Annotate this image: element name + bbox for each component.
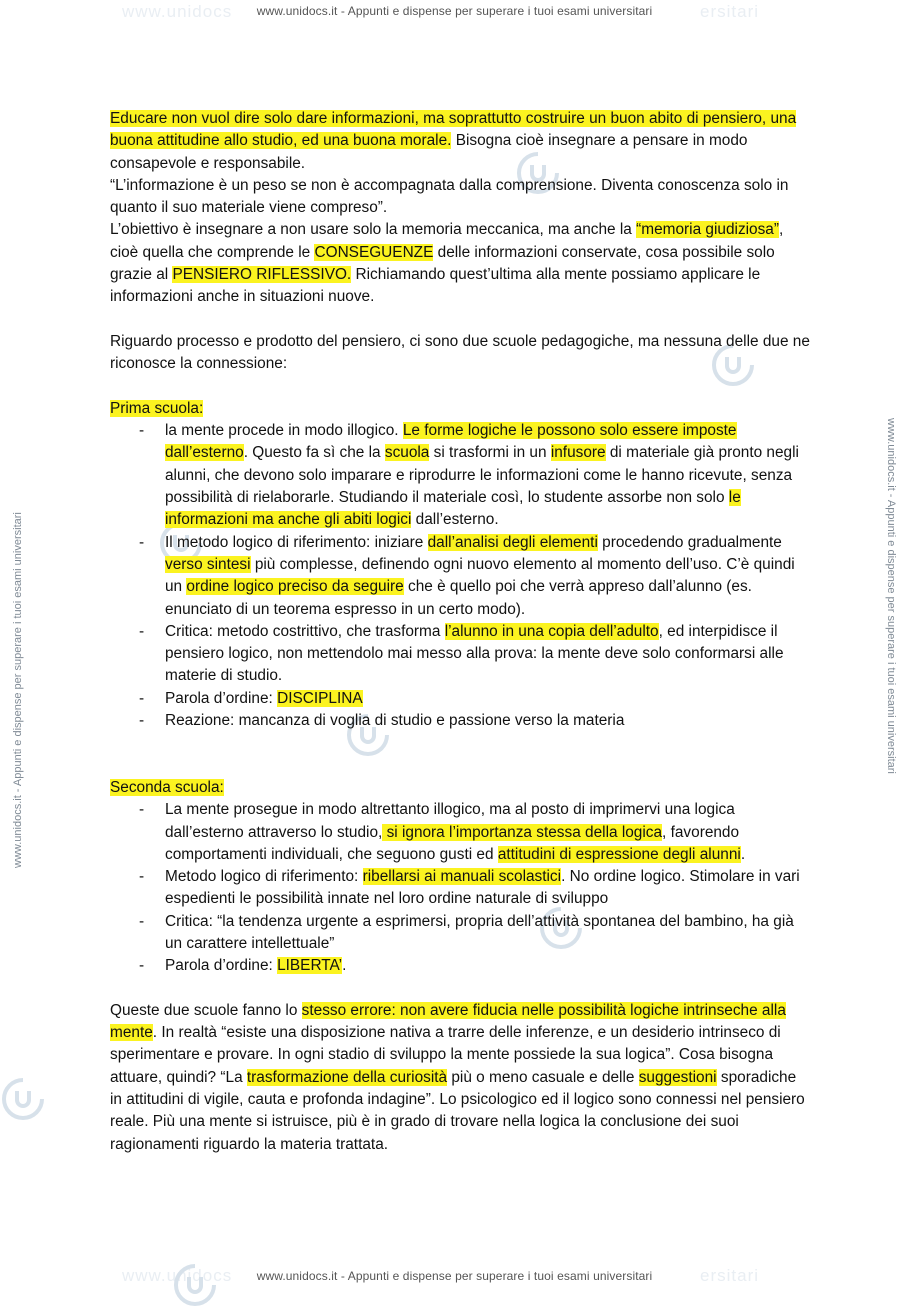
- text: , ed interpidisce il pensiero logico, non mettendolo mai messo alla prova: la mente deve solo conformarsi alle materie di studio.: [165, 622, 784, 685]
- list-item: [110, 420, 810, 531]
- text: procedendo gradualmente: [597, 533, 782, 551]
- list-item: [110, 688, 810, 710]
- first-school-list: [110, 420, 810, 732]
- highlight: trasformazione della curiosità: [246, 1068, 448, 1086]
- page-footer: www.unidocs.it - Appunti e dispense per superare i tuoi esami universitari: [256, 1269, 653, 1283]
- paragraph-schools-intro: Riguardo processo e prodotto del pensiero, ci sono due scuole pedagogiche, ma nessuna delle due ne riconosce la connessione:: [110, 332, 810, 373]
- highlight: DISCIPLINA: [277, 689, 363, 707]
- side-watermark-left: www.unidocs.it - Appunti e dispense per superare i tuoi esami universitari: [12, 512, 24, 868]
- highlight: verso sintesi: [165, 555, 251, 573]
- highlight: le informazioni ma anche gli abiti logici: [165, 489, 741, 529]
- highlight: PENSIERO RIFLESSIVO.: [172, 266, 352, 284]
- text: Metodo logico di riferimento:: [165, 868, 363, 886]
- text: Parola d’ordine:: [165, 957, 278, 975]
- paragraph-quote: “L’informazione è un peso se non è accompagnata dalla comprensione. Diventa conoscenza solo in quanto il suo materiale viene compreso”.: [110, 176, 789, 217]
- text: si trasformi in un: [429, 444, 551, 462]
- text: , favorendo comportamenti individuali, che seguono gusti ed: [165, 823, 740, 863]
- document-body: [110, 108, 810, 1156]
- text: dall’esterno.: [411, 511, 499, 529]
- text: , cioè quella che comprende le: [110, 221, 784, 261]
- unidocs-logo-icon: [0, 1076, 46, 1122]
- highlight: “memoria giudiziosa”: [636, 221, 779, 239]
- text: .: [740, 845, 746, 863]
- highlight: stesso errore: non avere fiducia nelle possibilità logiche intrinseche alla mente: [110, 1001, 786, 1042]
- text: Critica: metodo costrittivo, che trasforma: [165, 622, 445, 640]
- highlight: infusore: [550, 444, 606, 462]
- section-heading-second-school: [110, 777, 810, 799]
- text: Il metodo logico di riferimento: iniziare: [165, 533, 428, 551]
- section-heading-first-school: [110, 398, 810, 420]
- highlight: suggestioni: [638, 1068, 717, 1086]
- list-item: - Critica: “la tendenza urgente a esprimersi, propria dell’attività spontanea del bambino, ha già un carattere intellettuale”: [110, 911, 810, 956]
- paragraph-conclusion: [110, 1000, 810, 1156]
- paragraph-intro: [110, 108, 810, 175]
- watermark-faint-left: www.unidocs: [122, 2, 233, 21]
- text: delle informazioni conservate, cosa possibile solo grazie al: [110, 243, 775, 284]
- text: Queste due scuole fanno lo: [110, 1001, 302, 1019]
- watermark-faint-left-bottom: www.unidocs: [122, 1266, 233, 1285]
- highlight: ribellarsi ai manuali scolastici: [362, 868, 562, 886]
- list-item: [110, 955, 810, 977]
- text: La mente prosegue in modo altrettanto illogico, ma al posto di imprimervi una logica dall’esterno attraverso lo studio,: [165, 801, 735, 841]
- text: . No ordine logico. Stimolare in vari espedienti le possibilità innate nel loro ordine naturale di sviluppo: [165, 868, 800, 908]
- list-item: [110, 621, 810, 688]
- text: Bisogna cioè insegnare a pensare in modo consapevole e responsabile.: [110, 132, 748, 172]
- watermark-faint-right-bottom: ersitari: [700, 1266, 760, 1285]
- highlight: LIBERTA’: [277, 957, 343, 975]
- text: . In realtà “esiste una disposizione nativa a trarre delle inferenze, e un desiderio intrinseco di sperimentare e provare. In ogni stadio di sviluppo la mente possiede la sua logica”. Cosa bisogna attuare, quindi? “La: [110, 1024, 781, 1086]
- highlight: CONSEGUENZE: [314, 243, 434, 261]
- second-school-list: [110, 799, 810, 977]
- paragraph-memory: [110, 219, 810, 308]
- page-header: www.unidocs.it - Appunti e dispense per superare i tuoi esami universitari: [256, 4, 653, 18]
- text: più o meno casuale e delle: [447, 1068, 639, 1086]
- unidocs-logo-icon: [172, 1262, 218, 1308]
- highlight: ordine logico preciso da seguire: [186, 578, 404, 596]
- highlight: si ignora l’importanza stessa della logica: [382, 823, 663, 841]
- highlight: Seconda scuola:: [110, 778, 224, 796]
- text: . Questo fa sì che la: [243, 444, 385, 462]
- text: Parola d’ordine:: [165, 689, 278, 707]
- text: di materiale già pronto negli alunni, che devono solo imparare e riprodurre le informazioni come le hanno ricevute, senza possibilità di rielaborarle. Studiando il materiale così, lo studente assorbe non solo: [165, 444, 799, 507]
- highlight: l’alunno in una copia dell’adulto: [444, 622, 659, 640]
- text: che è quello poi che verrà appreso dall’alunno (es. enunciato di un teorema espresso in un certo modo).: [165, 578, 752, 618]
- list-item: [110, 532, 810, 621]
- text: .: [342, 957, 347, 975]
- highlight: Educare non vuol dire solo dare informazioni, ma soprattutto costruire un buon abito di pensiero, una buona attitudine allo studio, ed una buona morale.: [110, 110, 797, 150]
- highlight: scuola: [384, 444, 430, 462]
- highlight: dall’analisi degli elementi: [427, 533, 598, 551]
- list-item: [110, 799, 810, 866]
- list-item: [110, 866, 810, 911]
- watermark-faint-right: ersitari: [700, 2, 760, 21]
- text: Richiamando quest’ultima alla mente possiamo applicare le informazioni anche in situazioni nuove.: [110, 266, 761, 306]
- highlight: Le forme logiche le possono solo essere imposte dall’esterno: [165, 422, 737, 462]
- list-item: - Reazione: mancanza di voglia di studio e passione verso la materia: [110, 710, 810, 732]
- text: sporadiche in attitudini di vigile, cauta e profonda indagine”. Lo psicologico ed il logico sono connessi nel pensiero reale. Più una mente si istruisce, più è in grado di trovare nella logica la conclusione dei suoi ragionamenti riguardo la materia trattata.: [110, 1068, 805, 1153]
- text: più complesse, definendo ogni nuovo elemento al momento dell’uso. C’è quindi un: [165, 555, 795, 596]
- text: L’obiettivo è insegnare a non usare solo la memoria meccanica, ma anche la: [110, 221, 637, 239]
- highlight: Prima scuola:: [110, 399, 204, 417]
- highlight: attitudini di espressione degli alunni: [497, 845, 741, 863]
- side-watermark-right: www.unidocs.it - Appunti e dispense per superare i tuoi esami universitari: [885, 418, 897, 774]
- text: la mente procede in modo illogico.: [165, 422, 403, 440]
